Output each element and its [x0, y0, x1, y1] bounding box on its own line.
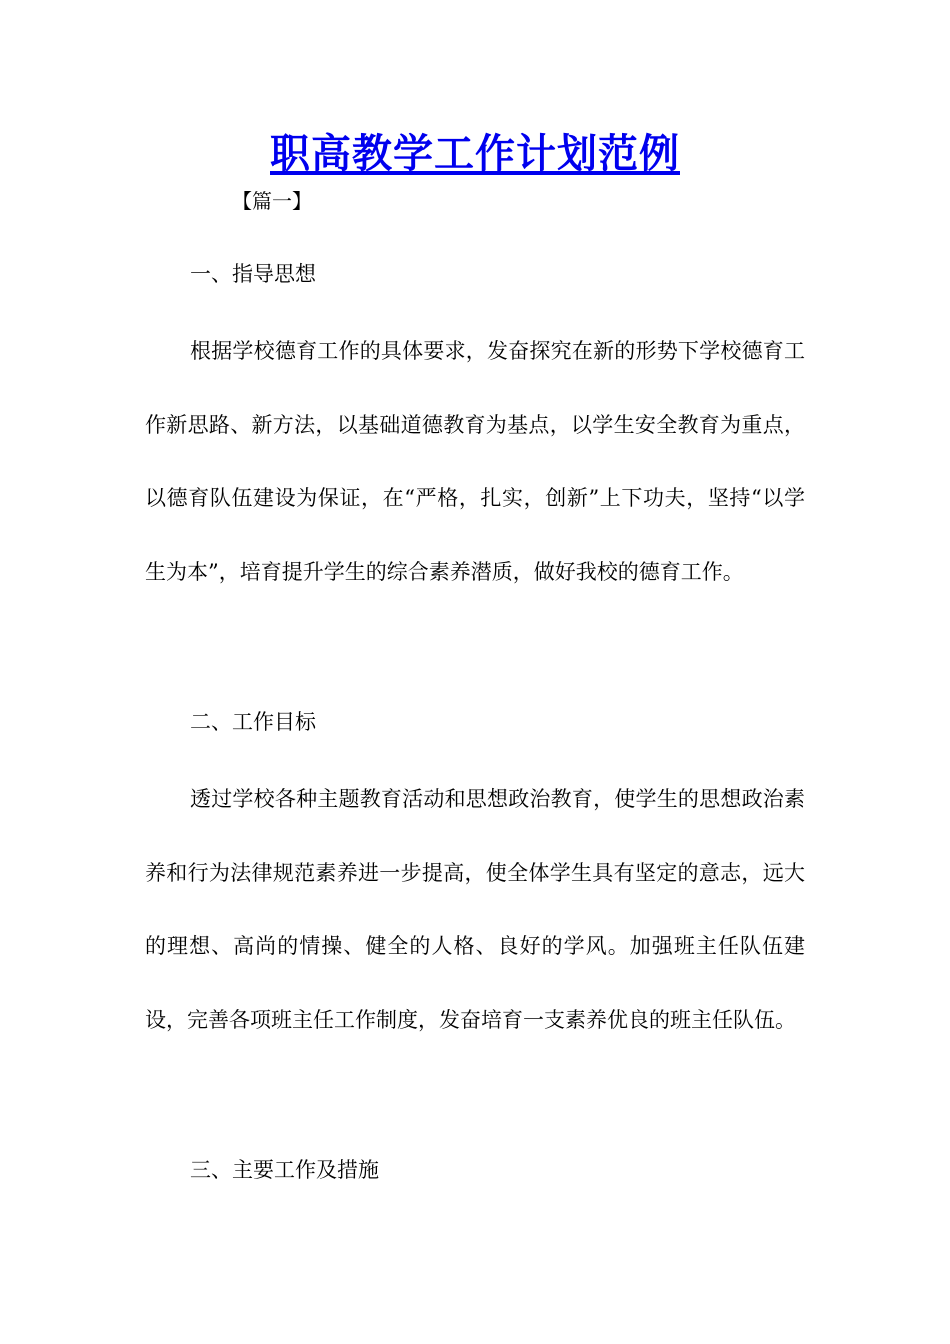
document-title — [0, 126, 950, 182]
section-heading-guiding-ideology: 一、指导思想 — [190, 262, 316, 286]
section-heading-main-work: 三、主要工作及措施 — [190, 1158, 379, 1182]
section-paragraph-work-goals: 透过学校各种主题教育活动和思想政治教育，使学生的思想政治素养和行为法律规范素养进一步提高，使全体学生具有坚定的意志，远大的理想、高尚的情操、健全的人格、良好的学风。加强班主任队伍建设，完善各项班主任工作制度，发奋培育一支素养优良的班主任队伍。 — [145, 787, 805, 1032]
title-link[interactable]: 职高教学工作计划范例 — [270, 130, 680, 177]
section-heading-work-goals: 二、工作目标 — [190, 710, 316, 734]
section-paragraph-guiding-ideology: 根据学校德育工作的具体要求，发奋探究在新的形势下学校德育工作新思路、新方法，以基础道德教育为基点，以学生安全教育为重点，以德育队伍建设为保证，在“严格，扎实，创新”上下功夫，坚持“以学生为本”，培育提升学生的综合素养潜质，做好我校的德育工作。 — [145, 339, 805, 584]
part-label: 【篇一】 — [232, 189, 312, 213]
